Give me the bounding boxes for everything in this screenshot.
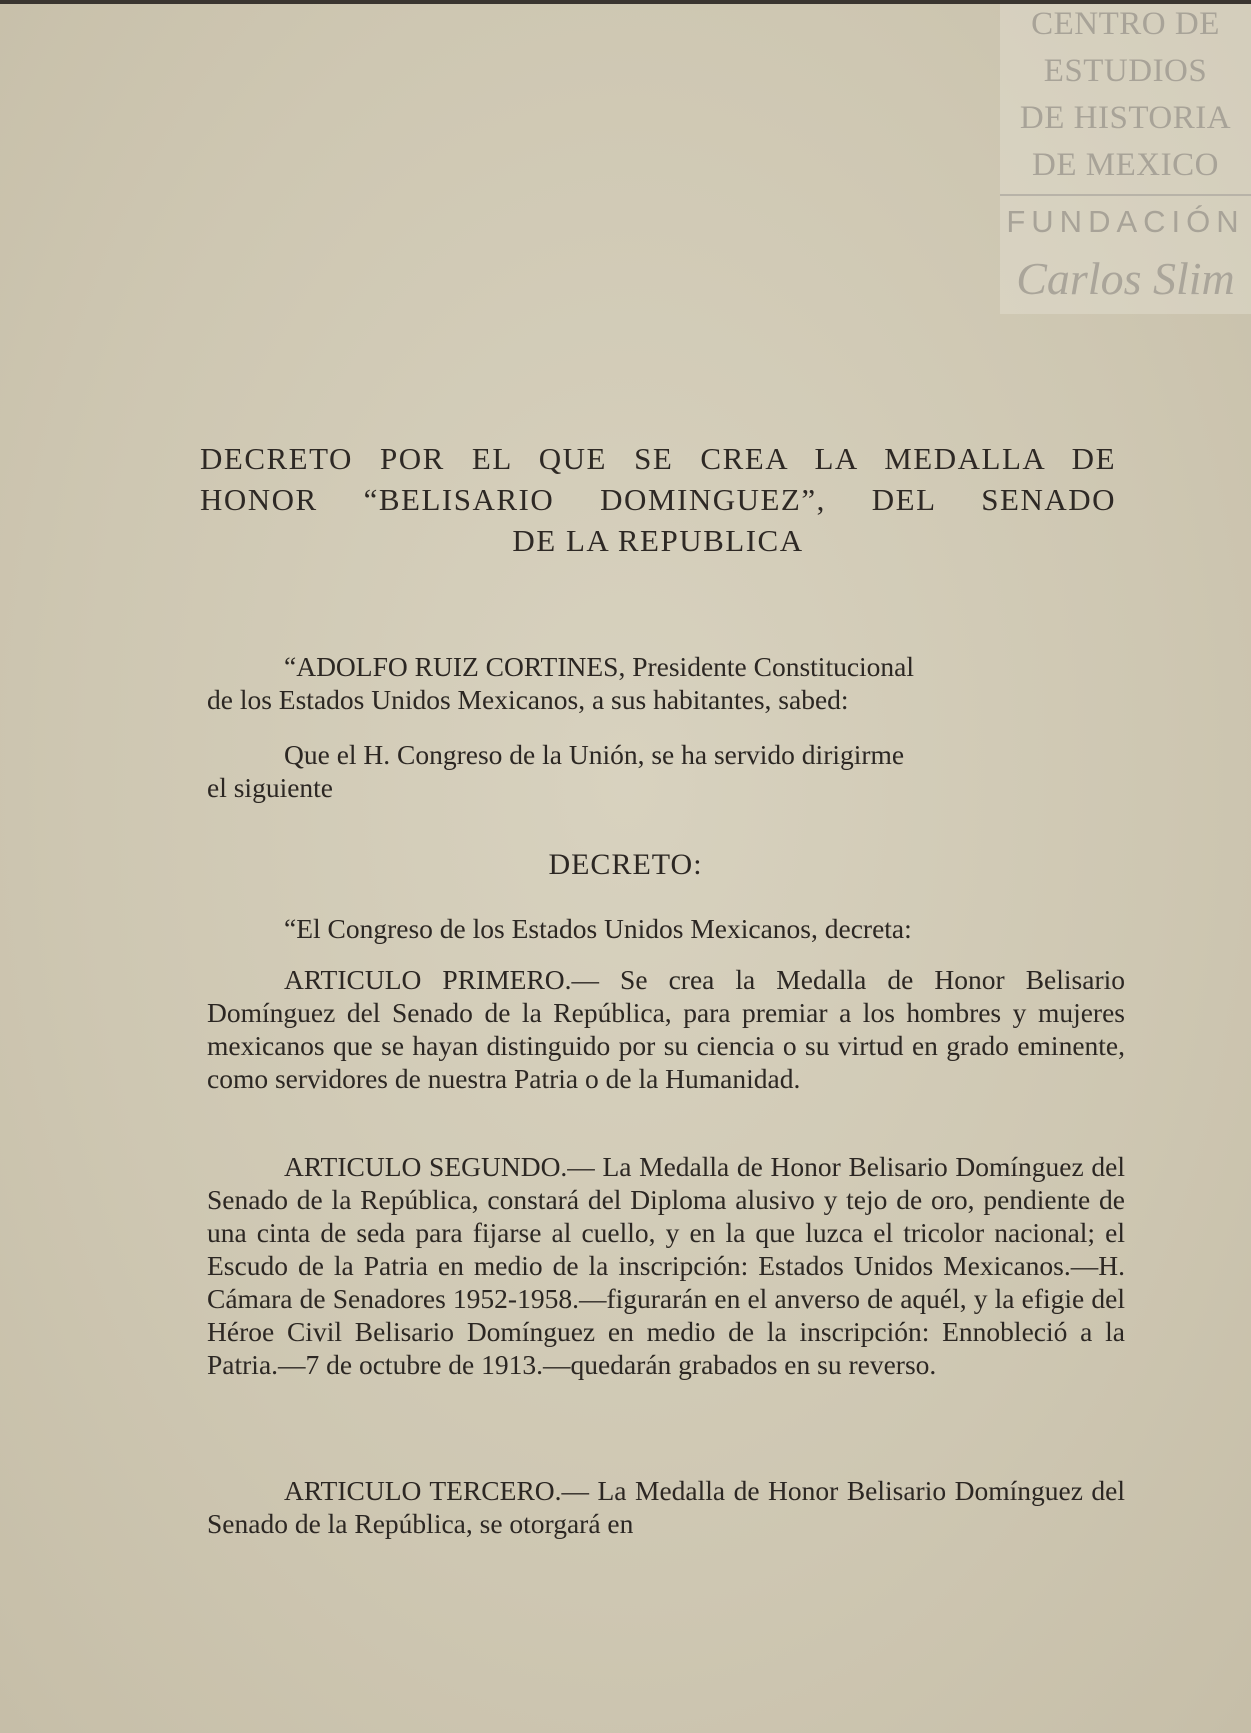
- decree-title: [200, 438, 1116, 561]
- intro-line: “ADOLFO RUIZ CORTINES, Presidente Constitucional: [284, 651, 915, 682]
- watermark-line: DE MEXICO: [1032, 147, 1219, 183]
- article-text: ARTICULO PRIMERO.— Se crea la Medalla de Honor Belisario Domínguez del Senado de la República, para premiar a los hombres y mujeres mexicanos que se hayan distinguido por su ciencia o su virtud en grado eminente, como servidores de nuestra Patria o de la Humanidad.: [207, 964, 1125, 1094]
- watermark-line: ESTUDIOS: [1043, 53, 1208, 89]
- congress-paragraph: [207, 738, 1125, 804]
- title-line: DECRETO POR EL QUE SE CREA LA MEDALLA DE: [200, 441, 1116, 476]
- article-first: [207, 963, 1125, 1095]
- watermark-divider: [1000, 194, 1251, 196]
- title-line: HONOR “BELISARIO DOMINGUEZ”, DEL SENADO: [200, 482, 1116, 517]
- article-text: ARTICULO TERCERO.— La Medalla de Honor Belisario Domínguez del Senado de la República, se otorgará en: [207, 1475, 1125, 1539]
- watermark-foundation: FUNDACIÓN: [1006, 204, 1245, 239]
- article-second: [207, 1150, 1125, 1381]
- preamble-paragraph: [207, 912, 1125, 945]
- watermark-line: DE HISTORIA: [1019, 100, 1232, 136]
- intro-paragraph: [207, 650, 1125, 716]
- watermark-signature-logo: Carlos Slim: [1016, 253, 1235, 304]
- congress-line: el siguiente: [207, 772, 334, 803]
- archive-watermark: [1000, 4, 1251, 314]
- intro-line: de los Estados Unidos Mexicanos, a sus habitantes, sabed:: [207, 684, 849, 715]
- article-text: ARTICULO SEGUNDO.— La Medalla de Honor Belisario Domínguez del Senado de la República, constará del Diploma alusivo y tejo de oro, pendiente de una cinta de seda para fijarse al cuello, y en la que luzca el tricolor nacional; el Escudo de la Patria en medio de la inscripción: Estados Unidos Mexicanos.—H. Cámara de Senadores 1952-1958.—figurarán en el anverso de aquél, y la efigie del Héroe Civil Belisario Domínguez en medio de la inscripción: Ennobleció a la Patria.—7 de octubre de 1913.—quedarán grabados en su reverso.: [207, 1151, 1125, 1380]
- congress-line: Que el H. Congreso de la Unión, se ha servido dirigirme: [284, 739, 905, 770]
- watermark-line: CENTRO DE: [1031, 6, 1220, 42]
- preamble-text: “El Congreso de los Estados Unidos Mexicanos, decreta:: [284, 913, 912, 944]
- decree-heading: DECRETO:: [548, 848, 703, 881]
- article-third: [207, 1474, 1125, 1540]
- title-line: DE LA REPUBLICA: [512, 523, 804, 558]
